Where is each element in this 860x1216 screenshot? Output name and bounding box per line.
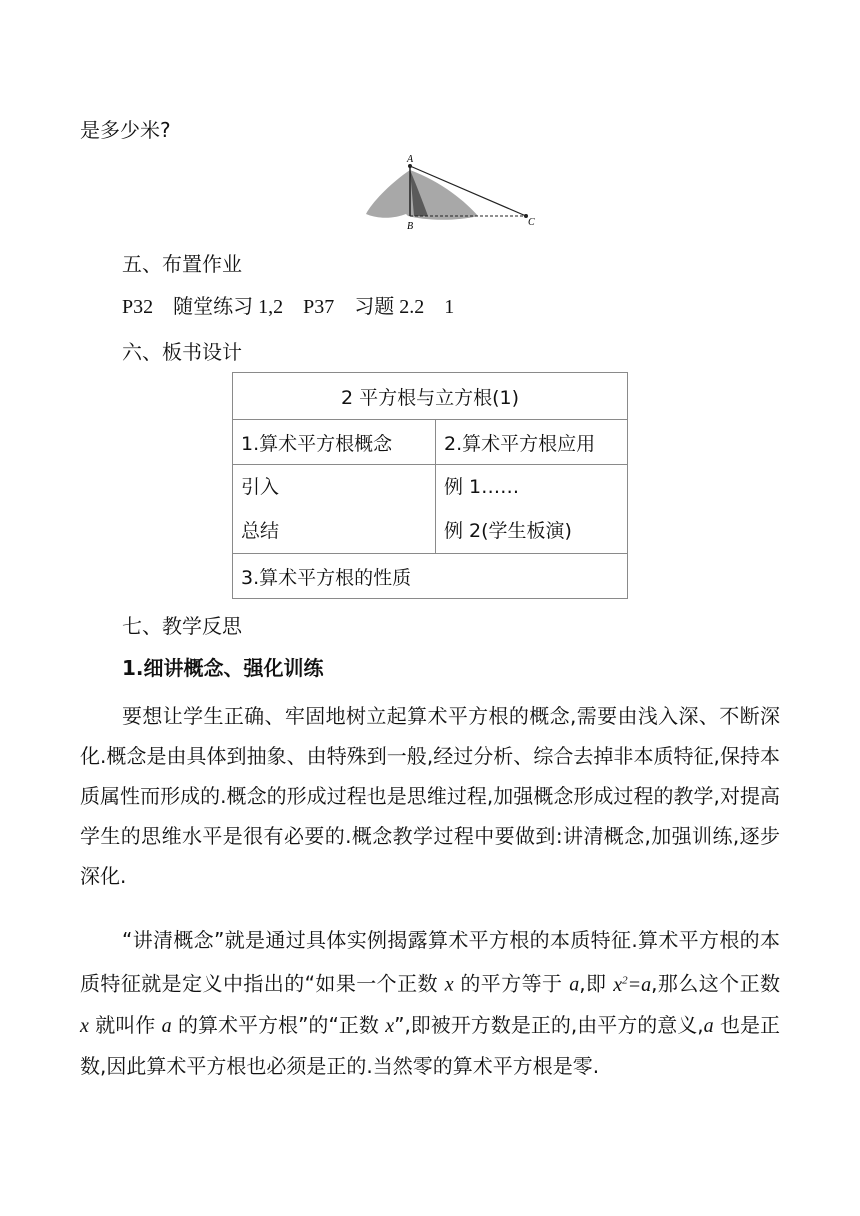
col1-body <box>233 465 436 554</box>
label-a: A <box>407 154 414 165</box>
section7-heading: 七、教学反思 <box>122 614 242 638</box>
col2-header: 2.算术平方根应用 <box>436 420 628 465</box>
label-c: C <box>528 217 535 228</box>
col1-item: 总结 <box>241 520 280 542</box>
col2-body <box>436 465 628 554</box>
reflection-paragraph-2 <box>80 920 780 1086</box>
equation: $x^2=a$ <box>613 973 652 996</box>
col1-header: 1.算术平方根概念 <box>233 420 436 465</box>
section6-heading: 六、板书设计 <box>122 340 242 364</box>
homework-line: P32 随堂练习 1,2 P37 习题 2.2 1 <box>122 296 455 318</box>
table-title: 2 平方根与立方根(1) <box>233 373 628 420</box>
table-footer: 3.算术平方根的性质 <box>233 554 628 599</box>
paragraph-2-text: “讲清概念”就是通过具体实例揭露算术平方根的本质特征.算术平方根的本质特征就是定义中指出的“如果一个正数 x 的平方等于 a,即 $x^2=a$,那么这个正数 x 就叫作 a 的算术平方根”的“正数 x”,即被开方数是正的,由平方的意义,a 也是正数,因此算术平方根也必须是正的.当然零的算术平方根是零. <box>80 928 781 1078</box>
reflection-paragraph-1 <box>80 696 780 896</box>
section7-subheading: 1.细讲概念、强化训练 <box>122 656 324 680</box>
continued-question-text: 是多少米? <box>80 118 171 142</box>
col1-item: 引入 <box>241 476 280 498</box>
paragraph-1-text: 要想让学生正确、牢固地树立起算术平方根的概念,需要由浅入深、不断深化.概念是由具体到抽象、由特殊到一般,经过分析、综合去掉非本质特征,保持本质属性而形成的.概念的形成过程也是思维过程,加强概念形成过程的教学,对提高学生的思维水平是很有必要的.概念教学过程中要做到:讲清概念,加强训练,逐步深化. <box>80 704 780 888</box>
col2-item: 例 1…… <box>444 476 520 498</box>
board-design-table <box>232 372 628 599</box>
label-b: B <box>407 221 414 232</box>
col2-item: 例 2(学生板演) <box>444 520 572 542</box>
section5-heading: 五、布置作业 <box>122 252 242 276</box>
tree-shadow-figure <box>362 152 542 232</box>
